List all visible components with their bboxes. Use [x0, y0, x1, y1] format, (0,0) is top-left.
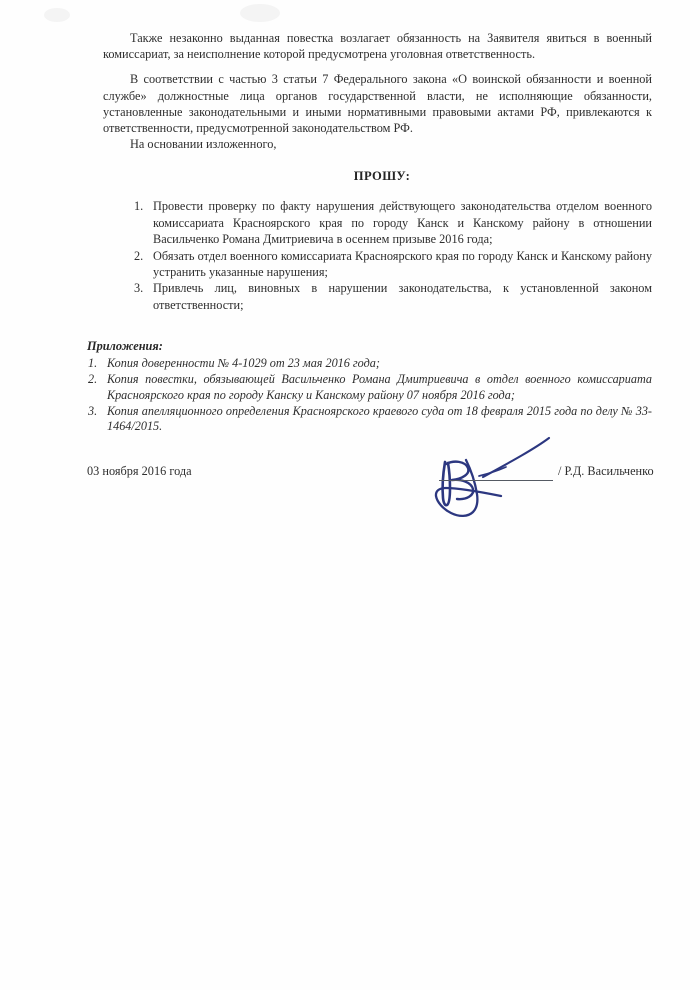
signatory-name: / Р.Д. Васильченко: [558, 463, 654, 478]
signature-block: [87, 463, 654, 524]
appendix-item: Копия апелляционного определения Красноярского краевого суда от 18 февраля 2015 года по делу № 33-1464/2015.: [107, 403, 652, 434]
request-item: Обязать отдел военного комиссариата Красноярского края по городу Канск и Канскому району устранить указанные нарушения;: [153, 248, 652, 279]
request-item: Привлечь лиц, виновных в нарушении законодательства, к установленной законом ответственности;: [153, 281, 652, 312]
appendix-list: [87, 356, 652, 435]
request-heading: ПРОШУ:: [353, 169, 411, 184]
request-item: Провести проверку по факту нарушения действующего законодательства отделом военного комиссариата Красноярского края по городу Канск и Канскому району в отношении Васильченко Романа Дмитриевича в осеннем призыве 2016 года;: [153, 199, 652, 246]
signature-date: 03 ноября 2016 года: [87, 463, 192, 478]
request-list: [103, 198, 652, 312]
paragraph-1: Также незаконно выданная повестка возлагает обязанность на Заявителя явиться в военный комиссариат, за неисполнение которой предусмотрена уголовная ответственность.: [103, 31, 652, 62]
signature-line: [439, 480, 553, 481]
appendix-heading: Приложения:: [87, 338, 163, 353]
document-body: [87, 30, 654, 524]
appendix-section: [87, 338, 652, 435]
appendix-item: Копия доверенности № 4-1029 от 23 мая 2016 года;: [107, 355, 380, 370]
paragraph-3: На основании изложенного,: [130, 137, 277, 152]
appendix-item: Копия повестки, обязывающей Васильченко Романа Дмитриевича в отдел военного комиссариата Красноярского края по городу Канску и Канскому району 07 ноября 2016 года;: [107, 371, 652, 402]
handwritten-signature-icon: [421, 432, 571, 524]
paper-speck: [44, 8, 70, 22]
paragraph-2: В соответствии с частью 3 статьи 7 Федерального закона «О воинской обязанности и военной службе» должностные лица органов государственной власти, не исполняющие обязанности, установленные законодательными и иными нормативными правовыми актами РФ, привлекаются к ответственности, предусмотренной законодательством РФ.: [103, 72, 652, 136]
paper-speck: [240, 4, 280, 22]
